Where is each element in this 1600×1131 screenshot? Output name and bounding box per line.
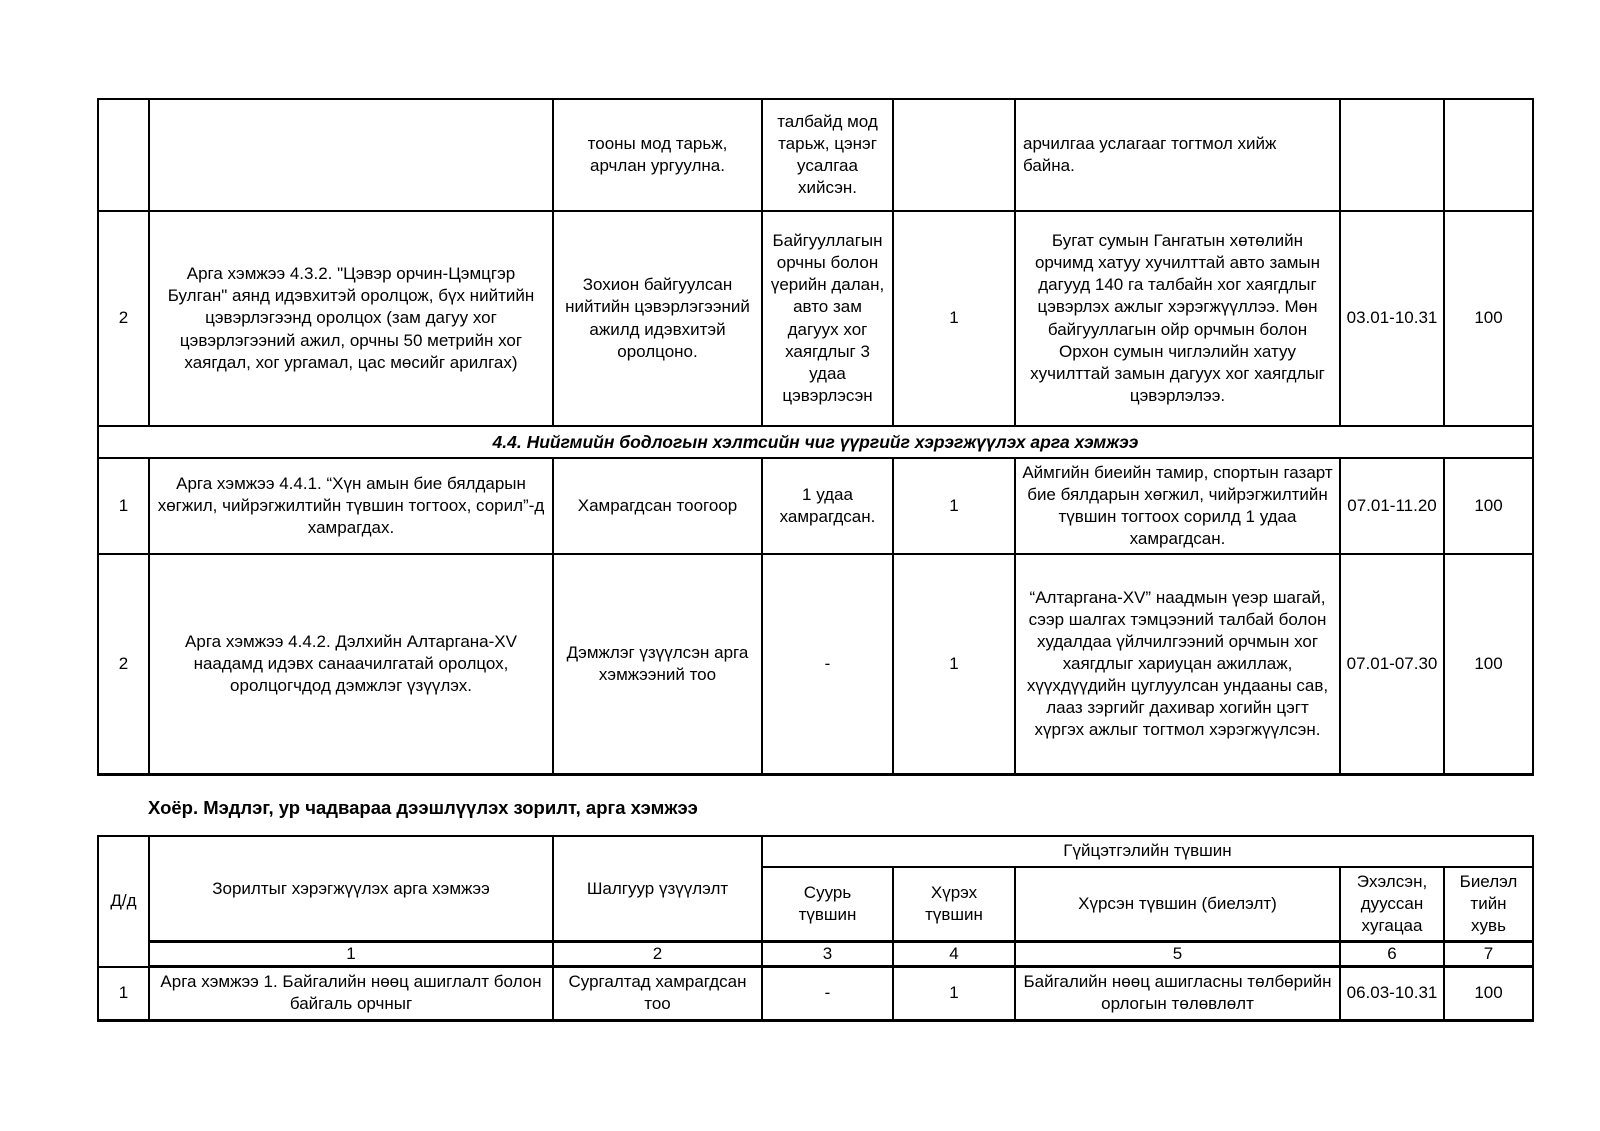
activity-cell: Арга хэмжээ 4.3.2. "Цэвэр орчин-Цэмцгэр Булган" аянд идэвхитэй оролцож, бүх нийтийн цэвэрлэгээнд оролцох (зам дагуу хог цэвэрлэгээний ажил, орчны 50 метрийн хог хаягдал, хог ургамал, цас мөсийг арилгах) — [149, 211, 553, 426]
empty-percent-cell — [1444, 99, 1533, 211]
continuation-row — [98, 99, 1533, 211]
activity-report-table-4 — [97, 98, 1534, 776]
base-level-cell: - — [762, 554, 893, 774]
empty-number-cell — [98, 99, 149, 211]
target-level-cell: 1 — [893, 554, 1015, 774]
header-dd-cell: Д/д — [98, 836, 149, 967]
percent-cell: 100 — [1444, 967, 1533, 1020]
header-row-top — [98, 836, 1533, 867]
achieved-level-cell: Бугат сумын Гангатын хөтөлийн орчимд хатуу хучилттай авто замын дагууд 140 га талбайн хог хаягдлыг цэвэрлэх ажлыг хэрэгжүүллээ. Мөн байгууллагын ойр орчмын болон Орхон сумын чиглэлийн хатуу хучилттай замын дагуух хог хаягдлыг цэвэрлэлээ. — [1015, 211, 1340, 426]
target-level-cell: 1 — [893, 211, 1015, 426]
percent-cell: 100 — [1444, 458, 1533, 554]
header-criteria-cell: Шалгуур үзүүлэлт — [553, 836, 762, 942]
target-level-cell: 1 — [893, 458, 1015, 554]
criteria-cell: Дэмжлэг үзүүлсэн арга хэмжээний тоо — [553, 554, 762, 774]
achieved-level-cell: Аймгийн биеийн тамир, спортын газарт бие бялдарын хөгжил, чийрэгжилтийн түвшин тогтоох сорилд 1 удаа хамрагдсан. — [1015, 458, 1340, 554]
column-numbers-row — [98, 942, 1533, 967]
criteria-cell: Зохион байгуулсан нийтийн цэвэрлэгээний ажилд идэвхитэй оролцоно. — [553, 211, 762, 426]
base-level-cell: 1 удаа хамрагдсан. — [762, 458, 893, 554]
activity-cell: Арга хэмжээ 1. Байгалийн нөөц ашиглалт болон байгаль орчныг — [149, 967, 553, 1020]
base-level-cell: - — [762, 967, 893, 1020]
percent-cell: 100 — [1444, 554, 1533, 774]
column-number-cell: 2 — [553, 942, 762, 967]
header-base-cell: Суурь түвшин — [762, 867, 893, 942]
column-number-cell: 1 — [149, 942, 553, 967]
empty-target-cell — [893, 99, 1015, 211]
section-two-table — [97, 835, 1534, 1022]
criteria-cell: Хамрагдсан тоогоор — [553, 458, 762, 554]
column-number-cell: 7 — [1444, 942, 1533, 967]
section-two-heading: Хоёр. Мэдлэг, ур чадвараа дээшлүүлэх зорилт, арга хэмжээ — [148, 797, 698, 818]
header-activity-cell: Зорилтыг хэрэгжүүлэх арга хэмжээ — [149, 836, 553, 942]
period-cell: 03.01-10.31 — [1340, 211, 1444, 426]
empty-activity-cell — [149, 99, 553, 211]
criteria-cell: Сургалтад хамрагдсан тоо — [553, 967, 762, 1020]
header-target-cell: Хүрэх түвшин — [893, 867, 1015, 942]
empty-period-cell — [1340, 99, 1444, 211]
period-cell: 07.01-11.20 — [1340, 458, 1444, 554]
section-header-row — [98, 426, 1533, 458]
row-number-cell: 2 — [98, 554, 149, 774]
period-cell: 07.01-07.30 — [1340, 554, 1444, 774]
section-header-cell: 4.4. Нийгмийн бодлогын хэлтсийн чиг үүргийг хэрэгжүүлэх арга хэмжээ — [98, 426, 1533, 458]
period-cell: 06.03-10.31 — [1340, 967, 1444, 1020]
row-number-cell: 1 — [98, 458, 149, 554]
criteria-cell: тооны мод тарьж, арчлан ургуулна. — [553, 99, 762, 211]
column-number-cell: 3 — [762, 942, 893, 967]
header-period-cell: Эхэлсэн, дууссан хугацаа — [1340, 867, 1444, 942]
base-level-cell: талбайд мод тарьж, цэнэг усалгаа хийсэн. — [762, 99, 893, 211]
header-percent-cell: Биелэлтийн хувь — [1444, 867, 1533, 942]
achieved-level-cell: Байгалийн нөөц ашигласны төлбөрийн орлогын төлөвлөлт — [1015, 967, 1340, 1020]
column-number-cell: 4 — [893, 942, 1015, 967]
activity-cell: Арга хэмжээ 4.4.2. Дэлхийн Алтаргана-XV наадамд идэвх санаачилгатай оролцох, оролцогчдод дэмжлэг үзүүлэх. — [149, 554, 553, 774]
achieved-level-cell: “Алтаргана-XV” наадмын үеэр шагай, сээр шалгах тэмцээний талбай болон худалдаа үйлчилгээний орчмын хог хаягдлыг хариуцан ажиллаж, хүүхдүүдийн цуглуулсан ундааны сав, лааз зэргийг дахивар хогийн цэгт хүргэх ажлыг тогтмол хэрэгжүүлсэн. — [1015, 554, 1340, 774]
column-number-cell: 5 — [1015, 942, 1340, 967]
base-level-cell: Байгууллагын орчны болон үерийн далан, авто зам дагуух хог хаягдлыг 3 удаа цэвэрлэсэн — [762, 211, 893, 426]
row-number-cell: 1 — [98, 967, 149, 1020]
row-number-cell: 2 — [98, 211, 149, 426]
table-row-1 — [98, 967, 1533, 1020]
target-level-cell: 1 — [893, 967, 1015, 1020]
header-achieved-cell: Хүрсэн түвшин (биелэлт) — [1015, 867, 1340, 942]
percent-cell: 100 — [1444, 211, 1533, 426]
activity-cell: Арга хэмжээ 4.4.1. “Хүн амын бие бялдарын хөгжил, чийрэгжилтийн түвшин тогтоох, сорил”-д хамрагдах. — [149, 458, 553, 554]
table-row-4-4-2 — [98, 554, 1533, 774]
table-row-4-4-1 — [98, 458, 1533, 554]
header-performance-cell: Гүйцэтгэлийн түвшин — [762, 836, 1533, 867]
achieved-level-cell: арчилгаа услагааг тогтмол хийж байна. — [1015, 99, 1340, 211]
column-number-cell: 6 — [1340, 942, 1444, 967]
table-row-4-3-2 — [98, 211, 1533, 426]
